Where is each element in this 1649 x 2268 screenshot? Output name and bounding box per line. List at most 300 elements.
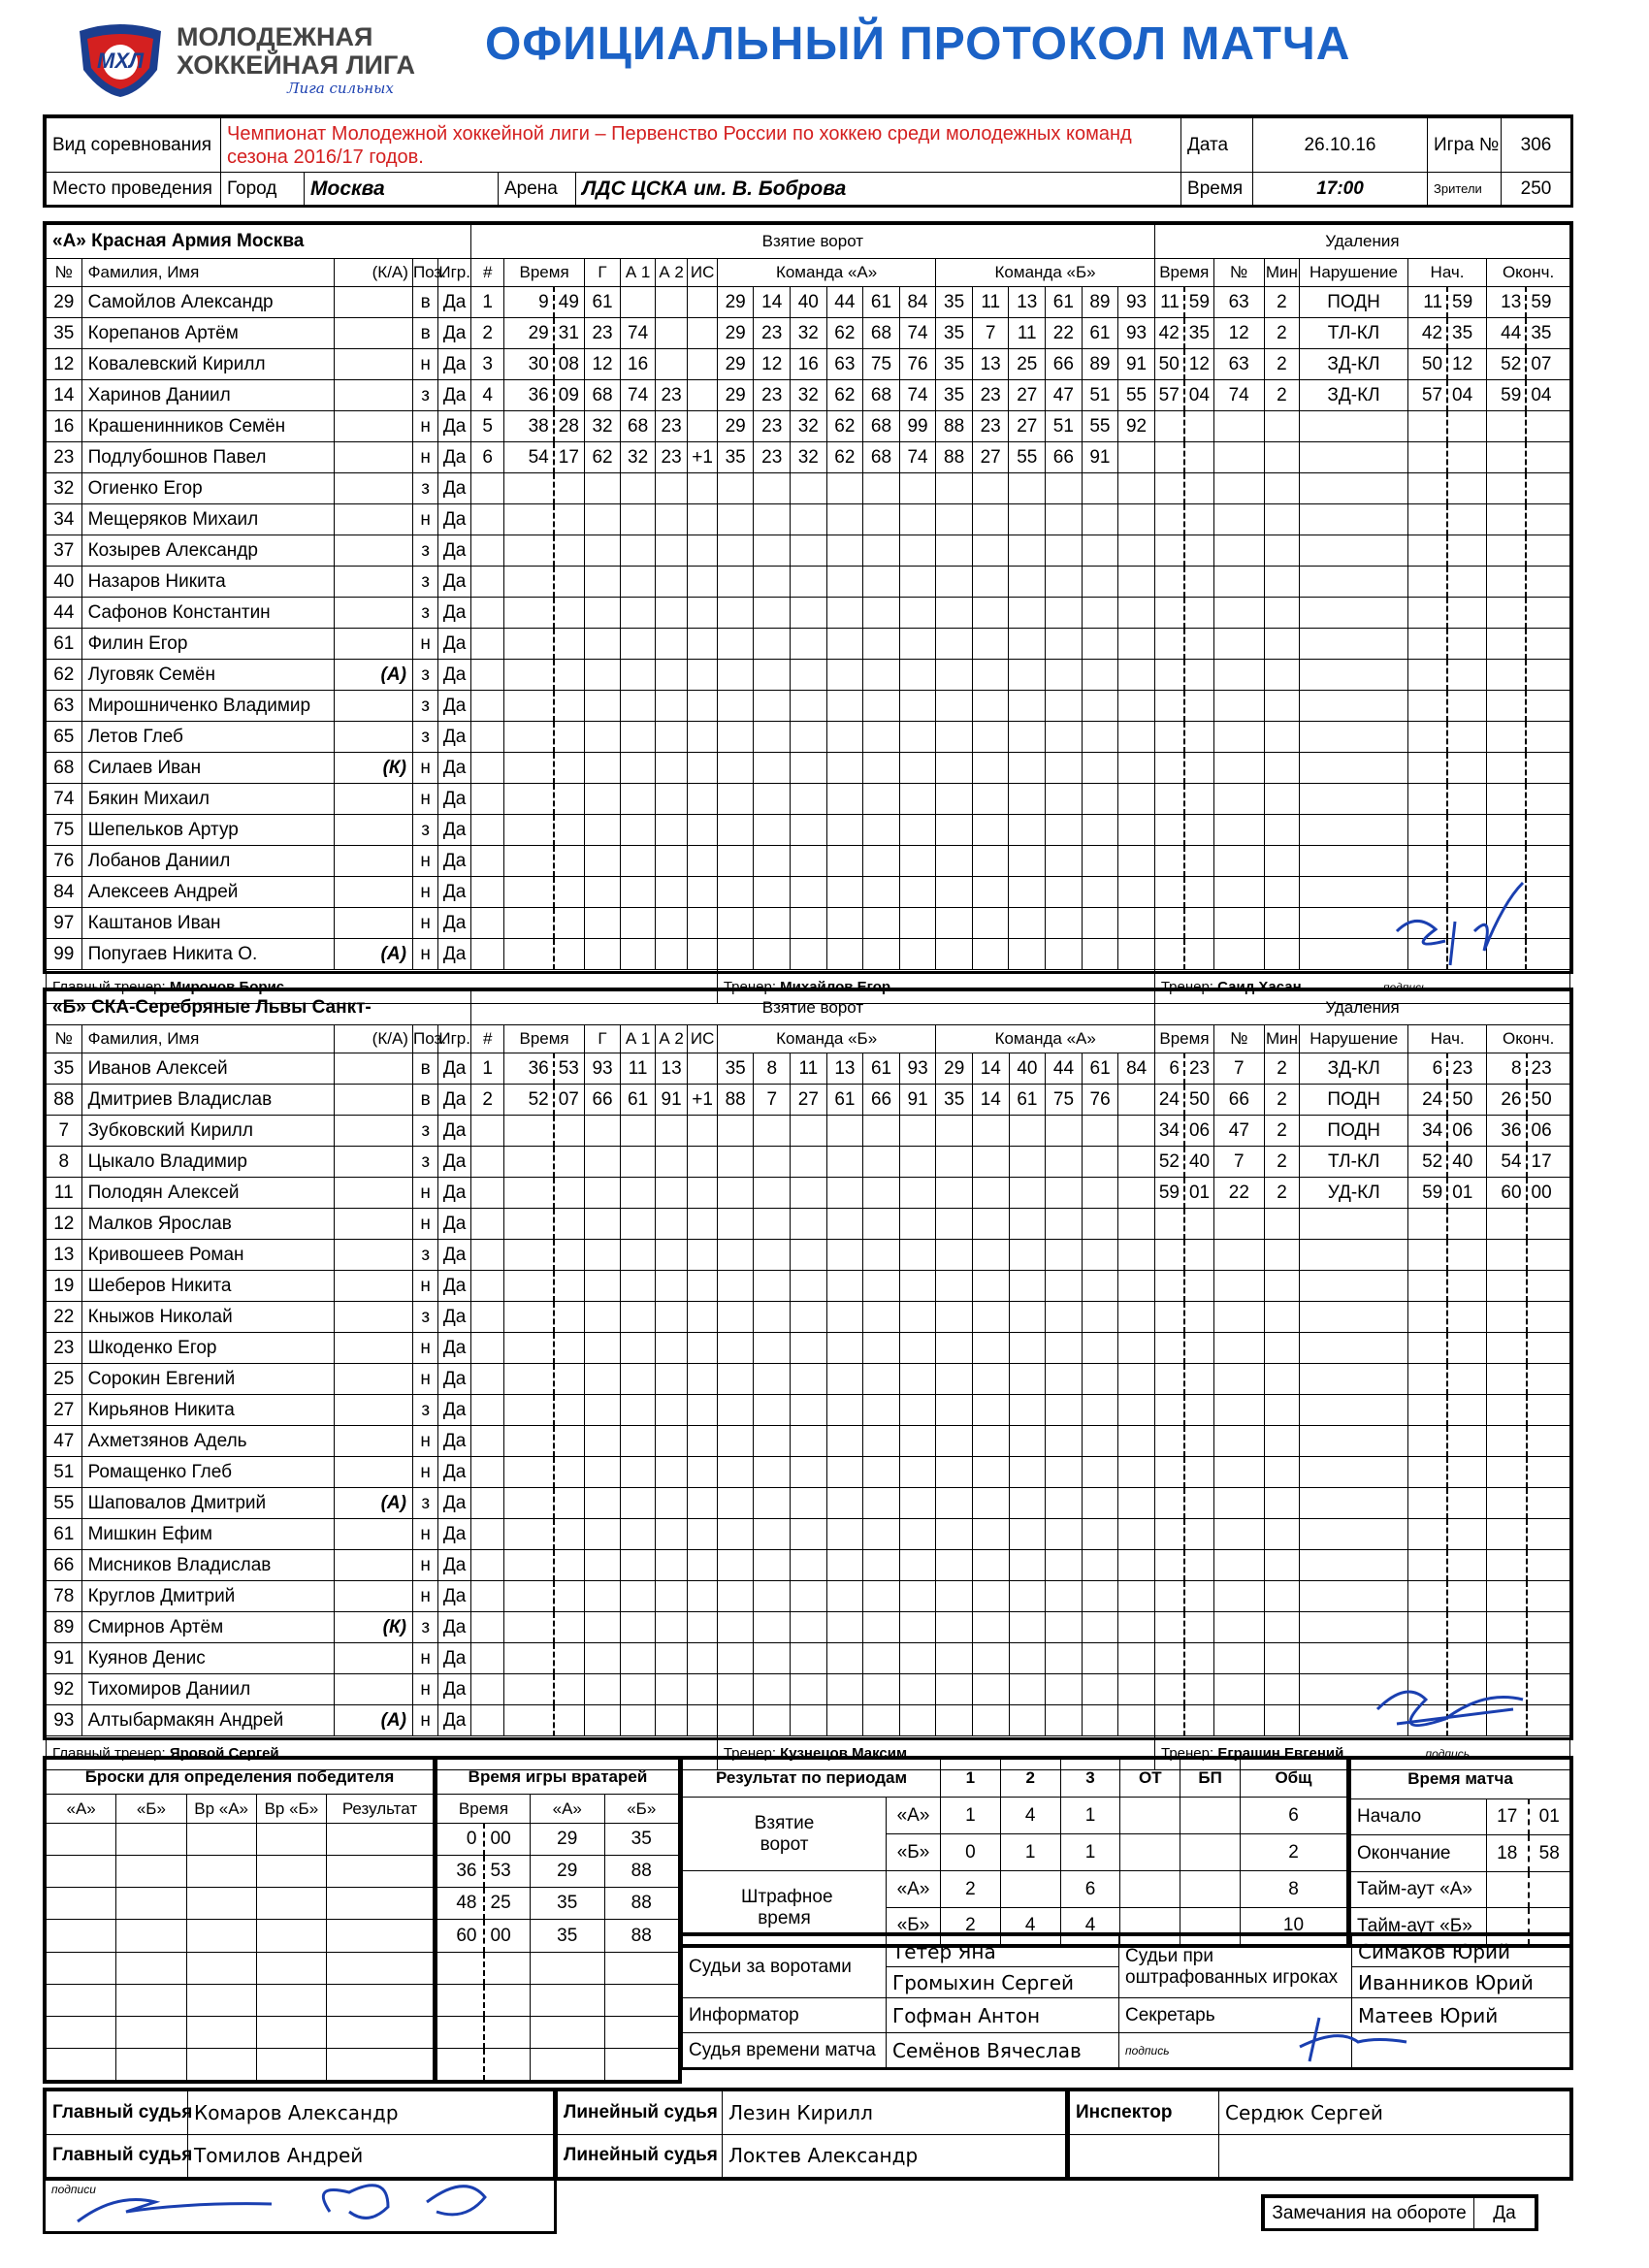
- goal-second: [554, 504, 584, 535]
- goal-assist: [655, 1271, 688, 1302]
- pen-end-min: [1487, 535, 1527, 567]
- pen-minute: [1154, 784, 1183, 815]
- period-pen-a-2: 6: [1060, 1871, 1120, 1908]
- goal-own-onice: 7: [754, 1085, 791, 1116]
- goal-own-onice: [717, 598, 754, 629]
- pen-infraction: [1300, 567, 1408, 598]
- pen-end-sec: [1527, 1302, 1570, 1333]
- goal-second: [554, 722, 584, 753]
- goal-assist: [655, 598, 688, 629]
- referees-sign-label: подписи: [51, 2183, 96, 2196]
- pen-start-min: [1407, 846, 1447, 877]
- goal-opp-onice: [1118, 691, 1155, 722]
- end-h: 18: [1487, 1835, 1529, 1871]
- pen-infraction: [1300, 442, 1408, 473]
- goal-assist: [655, 1116, 688, 1147]
- player-role: [334, 1240, 412, 1271]
- shootout-cell: [327, 1952, 434, 1984]
- goal-own-onice: [826, 908, 863, 939]
- goal-own-onice: 62: [826, 411, 863, 442]
- goal-assist: 23: [655, 411, 688, 442]
- pen-end-sec: 07: [1526, 349, 1569, 380]
- goal-opp-onice: 23: [972, 380, 1009, 411]
- goal-opp-onice: 25: [1009, 349, 1046, 380]
- goal-own-onice: [717, 722, 754, 753]
- pen-start-min: [1407, 535, 1447, 567]
- city-value: Москва: [305, 173, 499, 206]
- player-number: 88: [47, 1085, 82, 1116]
- goal-opp-onice: 61: [1082, 1053, 1118, 1085]
- pen-second: [1184, 535, 1213, 567]
- player-row: [47, 1550, 1570, 1581]
- pen-minutes: [1264, 629, 1300, 660]
- goal-own-onice: 14: [754, 287, 791, 318]
- player-played: Да: [438, 504, 471, 535]
- player-played: Да: [438, 1364, 471, 1395]
- player-played: Да: [438, 660, 471, 691]
- pen-infraction: [1300, 629, 1408, 660]
- pen-infraction: [1300, 598, 1408, 629]
- pen-second: [1184, 1271, 1213, 1302]
- pen-player: [1213, 411, 1264, 442]
- pen-second: [1184, 473, 1213, 504]
- goal-second: [554, 473, 584, 504]
- player-name: Тихомиров Даниил: [81, 1674, 334, 1705]
- goal-opp-onice: [1118, 1364, 1155, 1395]
- goal-opp-onice: [1118, 1147, 1155, 1178]
- goal-own-onice: [826, 1674, 863, 1705]
- goal-assist: [621, 939, 656, 970]
- goal-scorer: [584, 1674, 621, 1705]
- goal-own-onice: [791, 1674, 827, 1705]
- goal-number: 4: [470, 380, 504, 411]
- date-value: 26.10.16: [1253, 118, 1428, 173]
- goal-opp-onice: [936, 846, 973, 877]
- player-row: [47, 1612, 1570, 1643]
- goal-strength: [688, 567, 717, 598]
- goal-strength: [688, 1643, 717, 1674]
- goalie-minute: 60: [437, 1920, 484, 1952]
- inspector-label: Инспектор: [1070, 2091, 1219, 2135]
- goal-own-onice: [826, 598, 863, 629]
- main-ref-label: Главный судья: [47, 2134, 188, 2178]
- player-name: Шаповалов Дмитрий: [81, 1488, 334, 1519]
- player-name: Ахметзянов Адель: [81, 1426, 334, 1457]
- pen-minute: 6: [1155, 1053, 1184, 1085]
- goal-assist: [655, 1519, 688, 1550]
- goal-opp-onice: [1009, 691, 1046, 722]
- period-col-2: 2: [1000, 1760, 1060, 1798]
- goal-scorer: [584, 598, 621, 629]
- goal-own-onice: [863, 1333, 900, 1364]
- goal-scorer: 68: [584, 380, 621, 411]
- period-row-label: Штрафное время: [683, 1871, 887, 1945]
- col-goal-a2: А 2: [655, 1025, 688, 1053]
- goal-opp-onice: [936, 598, 973, 629]
- player-played: Да: [438, 1457, 471, 1488]
- pen-infraction: [1300, 1643, 1408, 1674]
- goal-opp-onice: [1009, 1674, 1046, 1705]
- goal-strength: [688, 598, 717, 629]
- goal-assist: [621, 908, 656, 939]
- goal-opp-onice: [1046, 1147, 1083, 1178]
- goal-own-onice: [754, 1550, 791, 1581]
- pen-minutes: [1264, 691, 1300, 722]
- pen-minutes: [1264, 1302, 1300, 1333]
- goal-own-onice: [826, 1395, 863, 1426]
- goal-own-onice: [899, 1209, 936, 1240]
- goal-own-onice: [717, 1426, 754, 1457]
- goal-opp-onice: [973, 1674, 1010, 1705]
- pen-end-min: [1487, 1519, 1527, 1550]
- player-played: Да: [438, 1147, 471, 1178]
- goal-own-onice: [791, 1178, 827, 1209]
- col-pen-end: Оконч.: [1487, 1025, 1570, 1053]
- goal-second: [554, 598, 584, 629]
- player-role: [334, 380, 412, 411]
- player-number: 99: [47, 939, 82, 970]
- goal-own-onice: 44: [826, 287, 863, 318]
- shootout-cell: [186, 1856, 256, 1888]
- player-played: Да: [438, 349, 471, 380]
- pen-minute: [1154, 753, 1183, 784]
- pen-start-min: [1407, 567, 1447, 598]
- pen-player: [1213, 1612, 1264, 1643]
- pen-end-min: [1487, 1488, 1527, 1519]
- player-number: 12: [47, 1209, 82, 1240]
- goal-opp-onice: [1118, 1116, 1155, 1147]
- player-role: [334, 1053, 412, 1085]
- goal-number: [470, 473, 504, 504]
- goal-assist: [621, 815, 656, 846]
- player-name: Назаров Никита: [81, 567, 334, 598]
- pen-start-sec: [1447, 535, 1487, 567]
- player-role: [334, 1333, 412, 1364]
- pen-end-sec: [1527, 1550, 1570, 1581]
- goal-scorer: [584, 846, 621, 877]
- goal-own-onice: [863, 1643, 900, 1674]
- player-played: Да: [438, 1674, 471, 1705]
- pen-player: [1213, 722, 1264, 753]
- goal-opp-onice: [1082, 691, 1118, 722]
- goal-own-onice: 32: [791, 411, 827, 442]
- goal-second: 53: [554, 1053, 584, 1085]
- shootout-row: [47, 1984, 434, 2016]
- goal-own-onice: 93: [899, 1053, 936, 1085]
- pen-end-sec: 59: [1526, 287, 1569, 318]
- pen-minute: [1154, 846, 1183, 877]
- goal-opp-onice: [1046, 753, 1083, 784]
- goalie-title: Время игры вратарей: [437, 1760, 679, 1795]
- goal-opp-onice: 93: [1118, 287, 1155, 318]
- goal-opp-onice: [1046, 1643, 1083, 1674]
- goal-own-onice: [791, 1147, 827, 1178]
- goal-assist: [655, 1581, 688, 1612]
- player-role: [334, 1457, 412, 1488]
- goal-own-onice: [863, 1519, 900, 1550]
- shootout-cell: [256, 1984, 326, 2016]
- pen-second: [1184, 1612, 1213, 1643]
- pen-end-min: [1487, 504, 1527, 535]
- goal-own-onice: [717, 1364, 754, 1395]
- goal-own-onice: [826, 753, 863, 784]
- player-row: [47, 380, 1570, 411]
- col-ka: (К/А): [334, 1025, 412, 1053]
- pen-second: [1184, 442, 1213, 473]
- goal-strength: [688, 1053, 717, 1085]
- goal-scorer: [584, 1240, 621, 1271]
- period-team: «Б»: [887, 1907, 941, 1944]
- player-row: [47, 722, 1570, 753]
- player-played: Да: [438, 1333, 471, 1364]
- goal-own-onice: [717, 1302, 754, 1333]
- player-name: Летов Глеб: [81, 722, 334, 753]
- player-number: 35: [47, 318, 82, 349]
- goal-own-onice: [826, 939, 863, 970]
- goal-own-onice: 29: [717, 287, 754, 318]
- player-position: н: [412, 411, 437, 442]
- pen-start-sec: 35: [1447, 318, 1487, 349]
- pen-start-min: [1408, 1240, 1448, 1271]
- goal-opp-onice: [972, 846, 1009, 877]
- pen-end-sec: [1526, 411, 1569, 442]
- goal-own-onice: [791, 1519, 827, 1550]
- goal-own-onice: 29: [717, 380, 754, 411]
- pen-start-sec: [1447, 1550, 1487, 1581]
- pen-end-sec: 23: [1527, 1053, 1570, 1085]
- goal-assist: [621, 660, 656, 691]
- pen-minutes: [1264, 1550, 1300, 1581]
- pen-start-sec: [1447, 753, 1487, 784]
- goal-own-onice: [791, 567, 827, 598]
- pen-player: [1213, 1674, 1264, 1705]
- col-team-opp: Команда «Б»: [936, 259, 1155, 287]
- player-position: н: [412, 442, 437, 473]
- goal-own-onice: [863, 784, 900, 815]
- goal-minute: [504, 629, 554, 660]
- goal-own-onice: 13: [826, 1053, 863, 1085]
- secretary-label: Секретарь: [1119, 1998, 1352, 2033]
- goal-second: [554, 1612, 584, 1643]
- goal-own-onice: 68: [863, 442, 900, 473]
- player-played: Да: [438, 691, 471, 722]
- pen-minutes: [1264, 846, 1300, 877]
- pen-end-sec: [1526, 660, 1569, 691]
- goal-strength: [688, 1395, 717, 1426]
- pen-player: [1213, 908, 1264, 939]
- pen-minutes: [1264, 815, 1300, 846]
- goal-own-onice: 74: [899, 380, 936, 411]
- pen-second: [1184, 1364, 1213, 1395]
- goal-own-onice: [863, 722, 900, 753]
- player-role: (А): [334, 939, 412, 970]
- player-number: 78: [47, 1581, 82, 1612]
- player-number: 44: [47, 598, 82, 629]
- pen-end-sec: [1526, 629, 1569, 660]
- goal-own-onice: [791, 877, 827, 908]
- goal-assist: [621, 1457, 656, 1488]
- player-played: Да: [438, 1426, 471, 1457]
- goal-opp-onice: [1082, 1488, 1118, 1519]
- player-name: Алтыбармакян Андрей: [81, 1705, 334, 1736]
- pen-minute: 57: [1154, 380, 1183, 411]
- goal-strength: [688, 815, 717, 846]
- player-position: в: [412, 318, 437, 349]
- player-row: [47, 846, 1570, 877]
- goal-number: [470, 846, 504, 877]
- pen-end-sec: [1527, 1333, 1570, 1364]
- period-goals-b-5: 2: [1241, 1834, 1347, 1871]
- player-name: Попугаев Никита О.: [81, 939, 334, 970]
- player-position: н: [412, 349, 437, 380]
- pen-minutes: 2: [1264, 1147, 1300, 1178]
- logo-text: МХЛ: [97, 49, 145, 73]
- goal-assist: 11: [621, 1053, 656, 1085]
- goal-number: [470, 660, 504, 691]
- player-name: Сафонов Константин: [81, 598, 334, 629]
- goal-opp-onice: [1046, 535, 1083, 567]
- pen-second: [1184, 815, 1213, 846]
- goal-opp-onice: [1009, 1147, 1046, 1178]
- pen-second: [1184, 1302, 1213, 1333]
- goal-strength: [688, 846, 717, 877]
- goal-opp-onice: [1118, 753, 1155, 784]
- player-position: н: [412, 1519, 437, 1550]
- pen-second: [1184, 846, 1213, 877]
- goal-own-onice: [791, 846, 827, 877]
- goal-assist: [621, 1674, 656, 1705]
- pen-minute: [1155, 1674, 1184, 1705]
- goal-opp-onice: [936, 908, 973, 939]
- goal-own-onice: [754, 1612, 791, 1643]
- goal-scorer: [584, 1426, 621, 1457]
- goalie-second: 00: [484, 1920, 531, 1952]
- pen-second: [1184, 753, 1213, 784]
- player-row: [47, 598, 1570, 629]
- goal-minute: [504, 535, 554, 567]
- goal-own-onice: [899, 939, 936, 970]
- goalie-row: [437, 1920, 679, 1952]
- shootout-cell: [256, 1952, 326, 1984]
- player-position: з: [412, 660, 437, 691]
- pen-end-min: [1487, 1302, 1527, 1333]
- goal-own-onice: [717, 1147, 754, 1178]
- player-played: Да: [438, 629, 471, 660]
- league-line2: ХОККЕЙНАЯ ЛИГА: [177, 50, 416, 80]
- pen-end-min: 8: [1487, 1053, 1527, 1085]
- goal-assist: [655, 784, 688, 815]
- player-row: [47, 504, 1570, 535]
- place-label: Место проведения: [47, 173, 221, 206]
- pen-player: [1213, 753, 1264, 784]
- goal-minute: [504, 1271, 554, 1302]
- pen-start-sec: [1447, 1240, 1487, 1271]
- goal-opp-onice: [1046, 1302, 1083, 1333]
- goal-assist: [655, 1550, 688, 1581]
- goal-own-onice: 35: [717, 1053, 754, 1085]
- goal-own-onice: [791, 1705, 827, 1736]
- pen-minutes: [1264, 1519, 1300, 1550]
- goalie-second: [484, 1952, 531, 1984]
- goal-assist: 61: [621, 1085, 656, 1116]
- pen-second: [1184, 1426, 1213, 1457]
- player-position: н: [412, 1271, 437, 1302]
- pen-infraction: [1300, 1209, 1408, 1240]
- goal-own-onice: [754, 784, 791, 815]
- shootout-cell: [327, 1888, 434, 1920]
- goal-own-onice: [899, 784, 936, 815]
- pen-infraction: [1300, 1457, 1408, 1488]
- periods-block: [679, 1756, 1350, 1948]
- pen-player: 22: [1213, 1178, 1264, 1209]
- pen-infraction: [1300, 1519, 1408, 1550]
- goalie-minute: [437, 2048, 484, 2080]
- goal-own-onice: [899, 1333, 936, 1364]
- goal-opp-onice: [972, 473, 1009, 504]
- pen-end-sec: [1526, 473, 1569, 504]
- goal-assist: [655, 287, 688, 318]
- goal-opp-onice: [936, 1488, 973, 1519]
- goalie-b: [604, 1984, 679, 2016]
- goal-opp-onice: [936, 1209, 973, 1240]
- goal-opp-onice: [1009, 815, 1046, 846]
- pen-end-sec: [1527, 1364, 1570, 1395]
- goal-strength: [688, 1333, 717, 1364]
- player-name: Кирьянов Никита: [81, 1395, 334, 1426]
- goal-opp-onice: [1118, 473, 1155, 504]
- goal-minute: [504, 598, 554, 629]
- goal-assist: [655, 567, 688, 598]
- player-row: [47, 1364, 1570, 1395]
- pen-start-min: [1407, 598, 1447, 629]
- player-position: н: [412, 504, 437, 535]
- goal-own-onice: [754, 629, 791, 660]
- player-row: [47, 1333, 1570, 1364]
- col-pen-inf: Нарушение: [1300, 259, 1408, 287]
- pen-player: [1213, 1488, 1264, 1519]
- player-played: Да: [438, 753, 471, 784]
- goal-opp-onice: [1082, 1519, 1118, 1550]
- pen-end-sec: [1527, 1240, 1570, 1271]
- goal-own-onice: [754, 1116, 791, 1147]
- shootout-cell: [327, 2048, 434, 2080]
- comp-value: Чемпионат Молодежной хоккейной лиги – Первенство России по хоккею среди молодежных команд сезона 2016/17 годов.: [221, 118, 1181, 173]
- pen-start-min: [1408, 1643, 1448, 1674]
- shootout-cell: [327, 1856, 434, 1888]
- goal-own-onice: [717, 1519, 754, 1550]
- coach2-name: Саид Хасан: [1217, 978, 1302, 995]
- goalie-second: 00: [484, 1824, 531, 1856]
- goal-opp-onice: [1082, 598, 1118, 629]
- player-position: н: [412, 1550, 437, 1581]
- pen-end-sec: [1527, 1519, 1570, 1550]
- pen-minute: 50: [1154, 349, 1183, 380]
- goalie-minute: [437, 1984, 484, 2016]
- shootout-cell: [116, 1952, 186, 1984]
- pen-infraction: [1300, 473, 1408, 504]
- goal-scorer: 62: [584, 442, 621, 473]
- goal-scorer: [584, 1116, 621, 1147]
- goal-second: 08: [554, 349, 584, 380]
- goal-scorer: [584, 1333, 621, 1364]
- goal-own-onice: [717, 1116, 754, 1147]
- coach-label: Тренер:: [1160, 978, 1213, 995]
- pen-minute: [1155, 1240, 1184, 1271]
- player-role: (А): [334, 1705, 412, 1736]
- pen-end-sec: [1526, 567, 1569, 598]
- goal-opp-onice: [973, 1333, 1010, 1364]
- goal-scorer: [584, 629, 621, 660]
